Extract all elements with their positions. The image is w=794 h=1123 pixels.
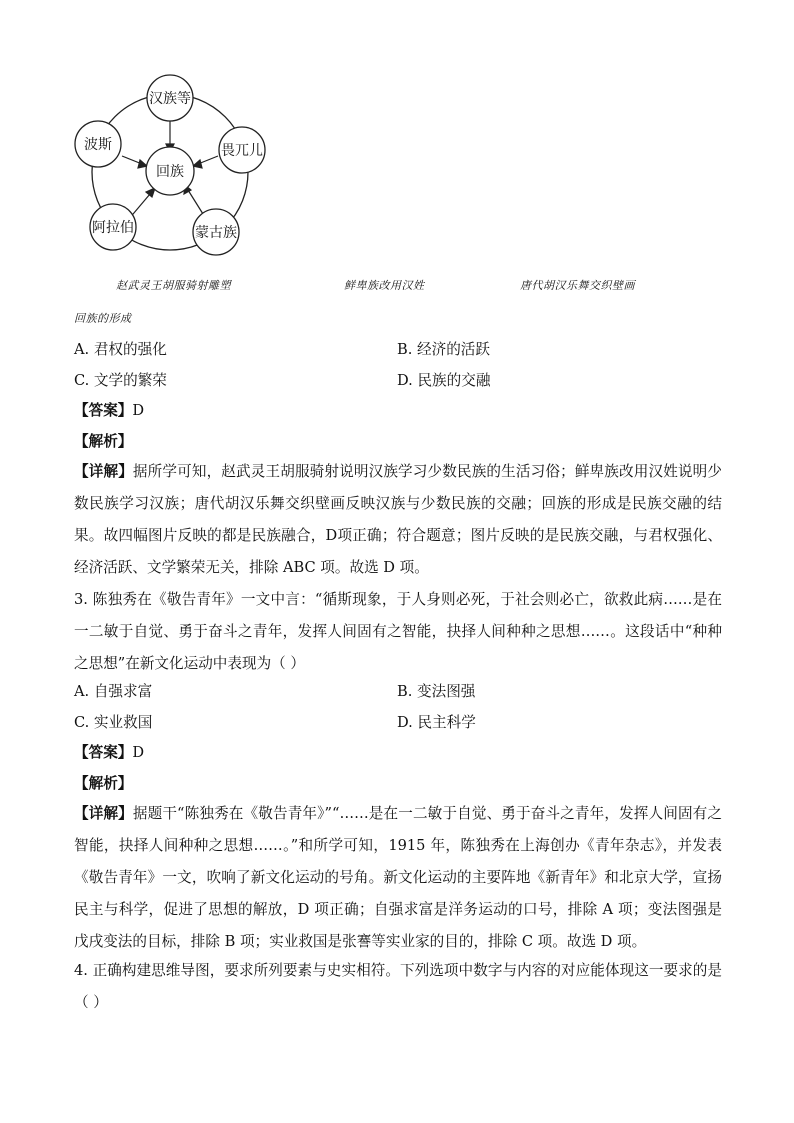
q3-option-c: C. 实业救国 xyxy=(74,714,153,731)
q3-stem: 3. 陈独秀在《敬告青年》一文中言：“循斯现象，于人身则必死，于社会则必亡，欲救此病……是在一二敏于自觉、勇于奋斗之青年，发挥人间固有之智能，抉择人间种种之思想……。这段话中“种种之思想”在新文化运动中表现为（ ） xyxy=(74,591,722,672)
q3-option-a: A. 自强求富 xyxy=(74,683,153,700)
q3-analysis-tag: 【解析】 xyxy=(74,775,133,792)
q2-detail xyxy=(74,456,722,584)
caption-zhao-wuling: 赵武灵王胡服骑射雕塑 xyxy=(116,279,231,292)
node-lower-left-label: 阿拉伯 xyxy=(92,220,134,236)
q2-answer-value: D xyxy=(132,402,145,419)
q3-detail xyxy=(74,798,722,958)
q3-option-d: D. 民主科学 xyxy=(397,714,476,731)
caption-xianbei: 鲜卑族改用汉姓 xyxy=(344,279,425,292)
arrow-left-head xyxy=(138,160,147,168)
q2-detail-text: 据所学可知，赵武灵王胡服骑射说明汉族学习少数民族的生活习俗；鲜卑族改用汉姓说明少数民族学习汉族；唐代胡汉乐舞交织壁画反映汉族与少数民族的交融；回族的形成是民族交融的结果。故四幅图片反映的都是民族融合，D项正确；符合题意；图片反映的是民族交融，与君权强化、经济活跃、文学繁荣无关，排除 ABC 项。故选 D 项。 xyxy=(74,463,722,576)
q3-answer-tag: 【答案】 xyxy=(74,744,133,761)
caption-tang-mural: 唐代胡汉乐舞交织壁画 xyxy=(520,279,635,292)
q2-answer-tag: 【答案】 xyxy=(74,402,133,419)
caption-hui-formation: 回族的形成 xyxy=(74,312,132,325)
q2-option-d: D. 民族的交融 xyxy=(397,372,491,389)
q2-answer xyxy=(74,401,144,421)
hui-formation-diagram xyxy=(70,74,270,264)
q2-option-c: C. 文学的繁荣 xyxy=(74,372,167,389)
q2-detail-tag: 【详解】 xyxy=(74,463,133,480)
q2-analysis-tag: 【解析】 xyxy=(74,433,133,450)
q2-option-b: B. 经济的活跃 xyxy=(397,341,490,358)
q4-stem: 4. 正确构建思维导图，要求所列要素与史实相符。下列选项中数字与内容的对应能体现这一要求的是（ ） xyxy=(74,962,722,1011)
node-center-label: 回族 xyxy=(156,164,184,180)
q2-option-a: A. 君权的强化 xyxy=(74,341,167,358)
node-left-label: 波斯 xyxy=(84,137,112,153)
node-lower-right-label: 蒙古族 xyxy=(195,225,237,241)
node-top-label: 汉族等 xyxy=(149,91,191,107)
q3-detail-text: 据题干“陈独秀在《敬告青年》”“……是在一二敏于自觉、勇于奋斗之青年，发挥人间固有之智能，抉择人间种种之思想……。”和所学可知，1915 年，陈独秀在上海创办《青年杂志》，并发表《敬告青年》一文，吹响了新文化运动的号角。新文化运动的主要阵地《新青年》和北京大学，宣扬民主与科学，促进了思想的解放，D 项正确；自强求富是洋务运动的口号，排除 A 项；变法图强是戊戌变法的目标，排除 B 项；实业救国是张謇等实业家的目的，排除 C 项。故选 D 项。 xyxy=(74,805,722,950)
q3-answer xyxy=(74,743,144,763)
q3-answer-value: D xyxy=(132,744,145,761)
arrow-right-head xyxy=(193,160,202,168)
node-right-label: 畏兀儿 xyxy=(221,143,263,159)
q3-option-b: B. 变法图强 xyxy=(397,683,476,700)
q3-detail-tag: 【详解】 xyxy=(74,805,133,822)
